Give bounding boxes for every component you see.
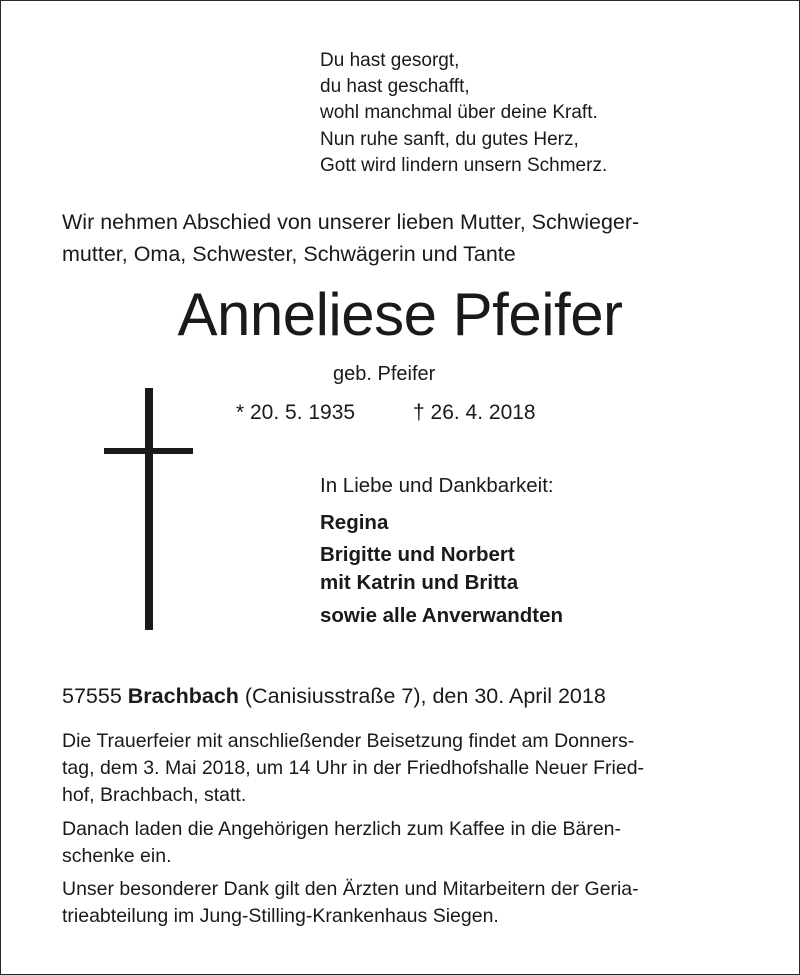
- postcode: 57555: [62, 684, 122, 708]
- death-date: † 26. 4. 2018: [413, 401, 536, 424]
- mourners-heading: In Liebe und Dankbarkeit:: [320, 474, 554, 497]
- poem-line: du hast geschafft,: [320, 76, 470, 98]
- intro-line: Wir nehmen Abschied von unserer lieben Mutter, Schwieger-: [62, 210, 640, 234]
- cross-vertical-bar: [145, 388, 153, 630]
- cross-horizontal-bar: [104, 448, 193, 454]
- birth-date: * 20. 5. 1935: [236, 401, 356, 424]
- poem-line: Gott wird lindern unsern Schmerz.: [320, 154, 608, 176]
- deceased-name: Anneliese Pfeifer: [177, 281, 623, 348]
- paragraph-line: Danach laden die Angehörigen herzlich zum Kaffee in die Bären-: [62, 818, 622, 840]
- paragraph-line: Die Trauerfeier mit anschließender Beisetzung findet am Donners-: [62, 730, 635, 752]
- poem-line: Du hast gesorgt,: [320, 50, 460, 71]
- town: Brachbach: [127, 684, 239, 708]
- address-date: (Canisiusstraße 7), den 30. April 2018: [244, 684, 606, 708]
- mourner-name: Brigitte und Norbert: [320, 543, 515, 566]
- paragraph-line: trieabteilung im Jung-Stilling-Krankenhaus Siegen.: [62, 905, 499, 927]
- poem-line: Nun ruhe sanft, du gutes Herz,: [320, 128, 579, 150]
- paragraph-line: schenke ein.: [62, 845, 172, 867]
- mourner-name: mit Katrin und Britta: [320, 571, 519, 594]
- poem-line: wohl manchmal über deine Kraft.: [320, 102, 598, 124]
- paragraph-line: tag, dem 3. Mai 2018, um 14 Uhr in der Friedhofshalle Neuer Fried-: [62, 757, 645, 779]
- intro-line: mutter, Oma, Schwester, Schwägerin und Tante: [62, 242, 516, 266]
- mourner-name: sowie alle Anverwandten: [320, 604, 564, 627]
- paragraph-line: hof, Brachbach, statt.: [62, 784, 247, 806]
- birth-name: geb. Pfeifer: [333, 363, 436, 385]
- mourner-name: Regina: [320, 511, 389, 534]
- poem: [320, 48, 607, 179]
- place-date-line: [62, 684, 606, 709]
- paragraph-line: Unser besonderer Dank gilt den Ärzten und Mitarbeitern der Geria-: [62, 878, 639, 900]
